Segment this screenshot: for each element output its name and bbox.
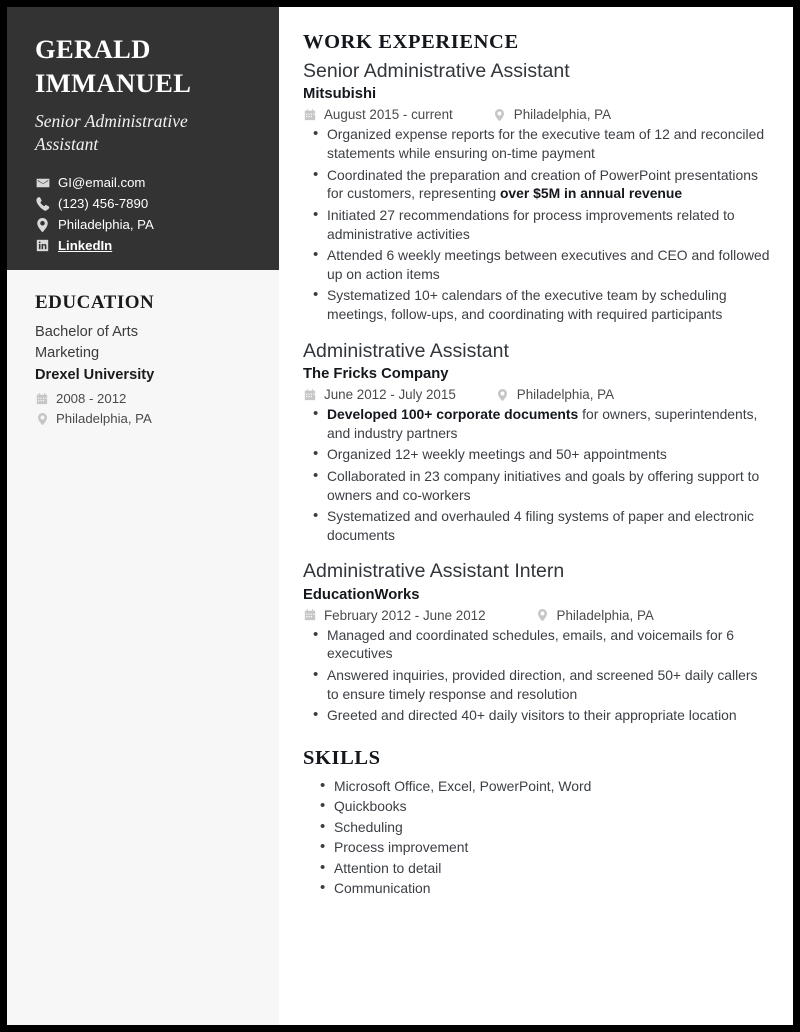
calendar-icon (35, 393, 49, 405)
job-title: Senior Administrative Assistant (303, 60, 570, 82)
job-bullet: • Coordinated the preparation and creation of PowerPoint presentations for customers, representing over $5M in annual revenue (303, 166, 771, 203)
job-company: The Fricks Company (303, 366, 449, 383)
job-entry (303, 60, 771, 324)
skill-item: • Attention to detail (303, 858, 771, 878)
education-section (7, 270, 279, 426)
calendar-icon (303, 389, 317, 401)
skills-list (303, 776, 771, 899)
job-bullet: • Collaborated in 23 company initiatives and goals by offering support to owners and co-workers (303, 467, 771, 504)
job-meta-row (303, 107, 771, 122)
job-bullet: • Initiated 27 recommendations for process improvements related to administrative activities (303, 206, 771, 243)
contact-location-text: Philadelphia, PA (58, 217, 154, 233)
phone-icon (35, 197, 50, 211)
education-degree: Bachelor of Arts (35, 324, 139, 340)
skill-item: • Microsoft Office, Excel, PowerPoint, Word (303, 776, 771, 796)
contact-location (35, 218, 253, 232)
education-location: Philadelphia, PA (56, 411, 152, 427)
contact-phone[interactable] (35, 197, 253, 211)
contact-email-text: GI@email.com (58, 175, 146, 191)
skill-item: • Process improvement (303, 837, 771, 857)
sidebar-header (7, 7, 279, 270)
job-bullet-list (303, 626, 771, 725)
contact-list (35, 176, 253, 252)
job-dates: June 2012 - July 2015 (324, 387, 456, 403)
location-pin-icon (536, 609, 550, 621)
job-company: EducationWorks (303, 586, 420, 603)
education-school: Drexel University (35, 367, 155, 384)
job-bullet: • Greeted and directed 40+ daily visitors to their appropriate location (303, 706, 771, 725)
candidate-role: Senior Administrative Assistant (35, 110, 188, 154)
work-experience-heading: WORK EXPERIENCE (303, 31, 519, 53)
education-dates: 2008 - 2012 (56, 391, 127, 407)
job-dates-group (303, 107, 453, 122)
job-bullet-list (303, 125, 771, 323)
job-location-group (493, 107, 611, 122)
location-pin-icon (496, 389, 510, 401)
main-content (279, 7, 793, 1025)
job-meta-row (303, 608, 771, 623)
job-bullet: • Attended 6 weekly meetings between executives and CEO and followed up on action items (303, 246, 771, 283)
job-location: Philadelphia, PA (513, 107, 612, 123)
job-dates-group (303, 387, 456, 402)
job-meta-row (303, 387, 771, 402)
job-entry (303, 560, 771, 725)
job-location: Philadelphia, PA (556, 607, 654, 623)
skill-item: • Quickbooks (303, 796, 771, 816)
job-bullet: • Systematized and overhauled 4 filing systems of paper and electronic documents (303, 507, 771, 544)
job-title: Administrative Assistant (303, 339, 509, 362)
job-dates: August 2015 - current (324, 107, 453, 123)
job-title: Administrative Assistant Intern (303, 560, 565, 583)
linkedin-icon (35, 239, 50, 252)
contact-phone-text: (123) 456-7890 (58, 196, 149, 212)
sidebar (7, 7, 279, 1025)
location-pin-icon (35, 413, 49, 425)
job-bullet: • Systematized 10+ calendars of the executive team by scheduling meetings, follow-ups, and coordinating with required participants (303, 286, 771, 323)
job-company: Mitsubishi (303, 86, 377, 103)
calendar-icon (303, 609, 317, 621)
job-bullet: • Developed 100+ corporate documents for owners, superintendents, and industry partners (303, 405, 771, 442)
jobs-container (303, 60, 771, 725)
job-bullet: • Organized expense reports for the executive team of 12 and reconciled statements while ensuring on-time payment (303, 125, 771, 162)
job-bullet: • Answered inquiries, provided direction, and screened 50+ daily callers to ensure timely response and resolution (303, 666, 771, 703)
job-dates-group (303, 608, 486, 623)
job-bullet: • Organized 12+ weekly meetings and 50+ appointments (303, 445, 771, 464)
education-heading: EDUCATION (35, 292, 155, 313)
education-dates-row (35, 391, 253, 406)
envelope-icon (35, 176, 50, 190)
job-location-group (496, 387, 614, 402)
skill-item: • Scheduling (303, 817, 771, 837)
skills-section (303, 747, 771, 899)
skills-heading: SKILLS (303, 746, 381, 769)
location-pin-icon (493, 109, 507, 121)
calendar-icon (303, 109, 317, 121)
job-entry (303, 340, 771, 545)
resume-page (7, 7, 793, 1025)
location-pin-icon (35, 218, 50, 232)
job-location-group (536, 608, 654, 623)
job-bullet-list (303, 405, 771, 544)
education-location-row (35, 411, 253, 426)
job-location: Philadelphia, PA (516, 387, 615, 403)
skill-item: • Communication (303, 878, 771, 898)
job-dates: February 2012 - June 2012 (324, 607, 486, 623)
job-bullet: • Managed and coordinated schedules, emails, and voicemails for 6 executives (303, 626, 771, 663)
candidate-name: GERALD IMMANUEL (35, 34, 192, 98)
contact-email[interactable] (35, 176, 253, 190)
education-field: Marketing (35, 344, 100, 361)
contact-linkedin-text[interactable]: LinkedIn (58, 238, 113, 253)
contact-linkedin[interactable] (35, 239, 253, 252)
